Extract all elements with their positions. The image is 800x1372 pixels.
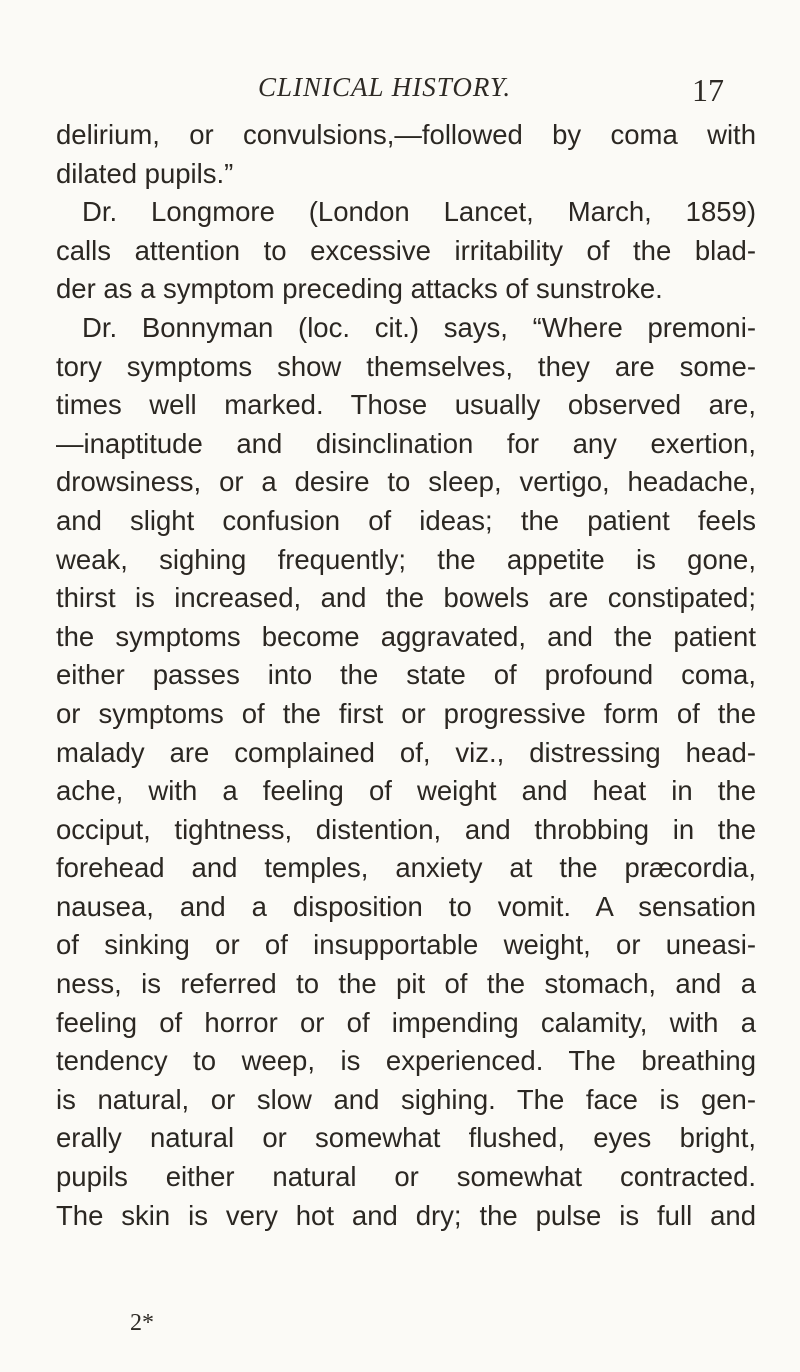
text-line: tory symptoms show themselves, they are some- xyxy=(56,350,756,382)
text-line: and slight confusion of ideas; the patient feels xyxy=(56,504,756,536)
text-line: is natural, or slow and sighing. The face is gen- xyxy=(56,1083,756,1115)
text-line: times well marked. Those usually observed are, xyxy=(56,389,756,421)
text-line: der as a symptom preceding attacks of sunstroke. xyxy=(56,273,663,305)
text-line: weak, sighing frequently; the appetite is gone, xyxy=(56,543,756,575)
text-line: delirium, or convulsions,—followed by coma with xyxy=(56,119,756,150)
text-line: Dr. Longmore (London Lancet, March, 1859) xyxy=(82,196,756,228)
text-line: erally natural or somewhat flushed, eyes bright, xyxy=(56,1122,756,1154)
text-line: drowsiness, or a desire to sleep, vertigo, headache, xyxy=(56,466,756,498)
text-line: the symptoms become aggravated, and the patient xyxy=(56,620,756,652)
text-line: pupils either natural or somewhat contracted. xyxy=(56,1161,756,1193)
text-line: or symptoms of the first or progressive form of the xyxy=(56,697,756,729)
text-line: forehead and temples, anxiety at the præcordia, xyxy=(56,852,756,884)
text-line: malady are complained of, viz., distressing head- xyxy=(56,736,756,768)
text-line: —inaptitude and disinclination for any exertion, xyxy=(56,427,756,459)
page-number: 17 xyxy=(692,72,724,108)
text-line: calls attention to excessive irritability of the blad- xyxy=(56,234,756,266)
text-line: ache, with a feeling of weight and heat in the xyxy=(56,775,756,807)
text-line: tendency to weep, is experienced. The breathing xyxy=(56,1045,756,1077)
running-head: CLINICAL HISTORY. xyxy=(258,72,512,102)
body-text xyxy=(56,116,756,1235)
text-line: Dr. Bonnyman (loc. cit.) says, “Where premoni- xyxy=(82,311,756,343)
text-line: either passes into the state of profound coma, xyxy=(56,659,756,691)
text-line: The skin is very hot and dry; the pulse is full and xyxy=(56,1199,756,1231)
text-line: dilated pupils.” xyxy=(56,157,234,189)
text-line: occiput, tightness, distention, and throbbing in the xyxy=(56,813,756,845)
text-line: nausea, and a disposition to vomit. A sensation xyxy=(56,890,756,922)
text-line: feeling of horror or of impending calamity, with a xyxy=(56,1006,756,1038)
text-line: of sinking or of insupportable weight, or uneasi- xyxy=(56,929,756,961)
signature-mark: 2* xyxy=(130,1310,154,1336)
text-line: thirst is increased, and the bowels are constipated; xyxy=(56,582,756,614)
text-line: ness, is referred to the pit of the stomach, and a xyxy=(56,968,756,1000)
